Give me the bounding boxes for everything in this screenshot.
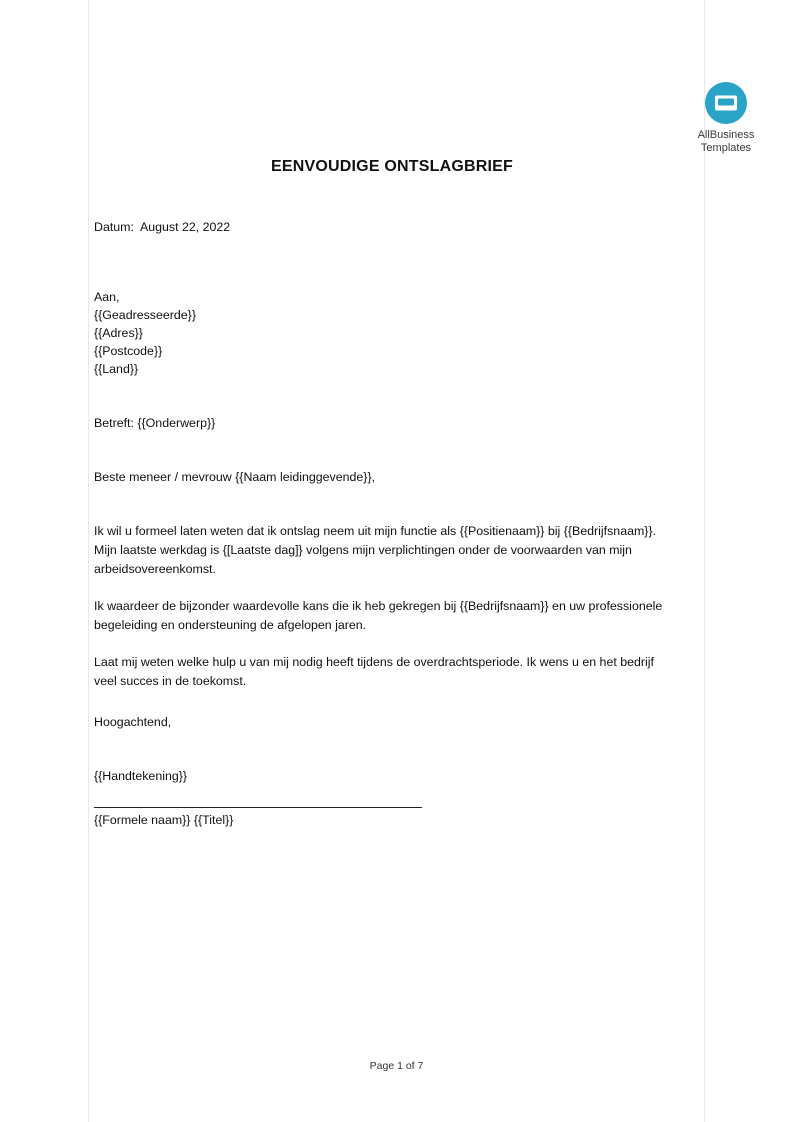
date-label: Datum:: [94, 220, 134, 234]
address-line-street: {{Adres}}: [94, 326, 143, 340]
logo-text-line2: Templates: [700, 142, 752, 154]
paragraph-1: Ik wil u formeel laten weten dat ik ontslag neem uit mijn functie als {{Positienaam}} bij {{Bedrijfsnaam}}. Mijn laatste werkdag is {[Laatste dag]} volgens mijn verplichtingen onder de voorwaarden van mijn arbeidsovereenkomst.: [94, 524, 657, 576]
spacer: [94, 486, 669, 522]
page-edge-right: [704, 0, 705, 1122]
allbusiness-templates-logo: [686, 82, 766, 155]
spacer: [94, 785, 669, 807]
spacer: [94, 432, 669, 468]
date-value: August 22, 2022: [139, 220, 231, 234]
address-header: Aan,: [94, 290, 120, 304]
subject-line: Betreft: {{Onderwerp}}: [94, 416, 216, 430]
signature-rule: [94, 807, 422, 808]
spacer: [94, 378, 669, 414]
address-line-recipient: {{Geadresseerde}}: [94, 308, 196, 322]
spacer: [94, 635, 669, 653]
logo-text: [686, 129, 766, 155]
paragraph-3: Laat mij weten welke hulp u van mij nodig heeft tijdens de overdrachtsperiode. Ik wens u en het bedrijf veel succes in de toekomst.: [94, 655, 654, 688]
signature-name-line: {{Formele naam}} {{Titel}}: [94, 813, 234, 827]
signature-placeholder: {{Handtekening}}: [94, 769, 188, 783]
spacer: [94, 731, 669, 767]
page-footer: Page 1 of 7: [369, 1060, 424, 1072]
greeting-line: Beste meneer / mevrouw {{Naam leidinggevende}},: [94, 470, 376, 484]
spacer: [94, 691, 669, 713]
page-title: EENVOUDIGE ONTSLAGBRIEF: [271, 158, 513, 175]
closing-line: Hoogachtend,: [94, 715, 172, 729]
spacer: [94, 236, 669, 288]
date-line: [94, 218, 669, 236]
monitor-icon: [705, 82, 747, 124]
logo-text-line1: AllBusiness: [697, 129, 755, 141]
monitor-screen-shape: [715, 96, 737, 111]
address-line-country: {{Land}}: [94, 362, 139, 376]
document-body: [94, 218, 669, 829]
spacer: [94, 579, 669, 597]
page-edge-left: [88, 0, 89, 1122]
address-line-postcode: {{Postcode}}: [94, 344, 163, 358]
address-block: [94, 288, 669, 378]
paragraph-2: Ik waardeer de bijzonder waardevolle kans die ik heb gekregen bij {{Bedrijfsnaam}} en uw professionele begeleiding en ondersteuning de afgelopen jaren.: [94, 599, 663, 632]
